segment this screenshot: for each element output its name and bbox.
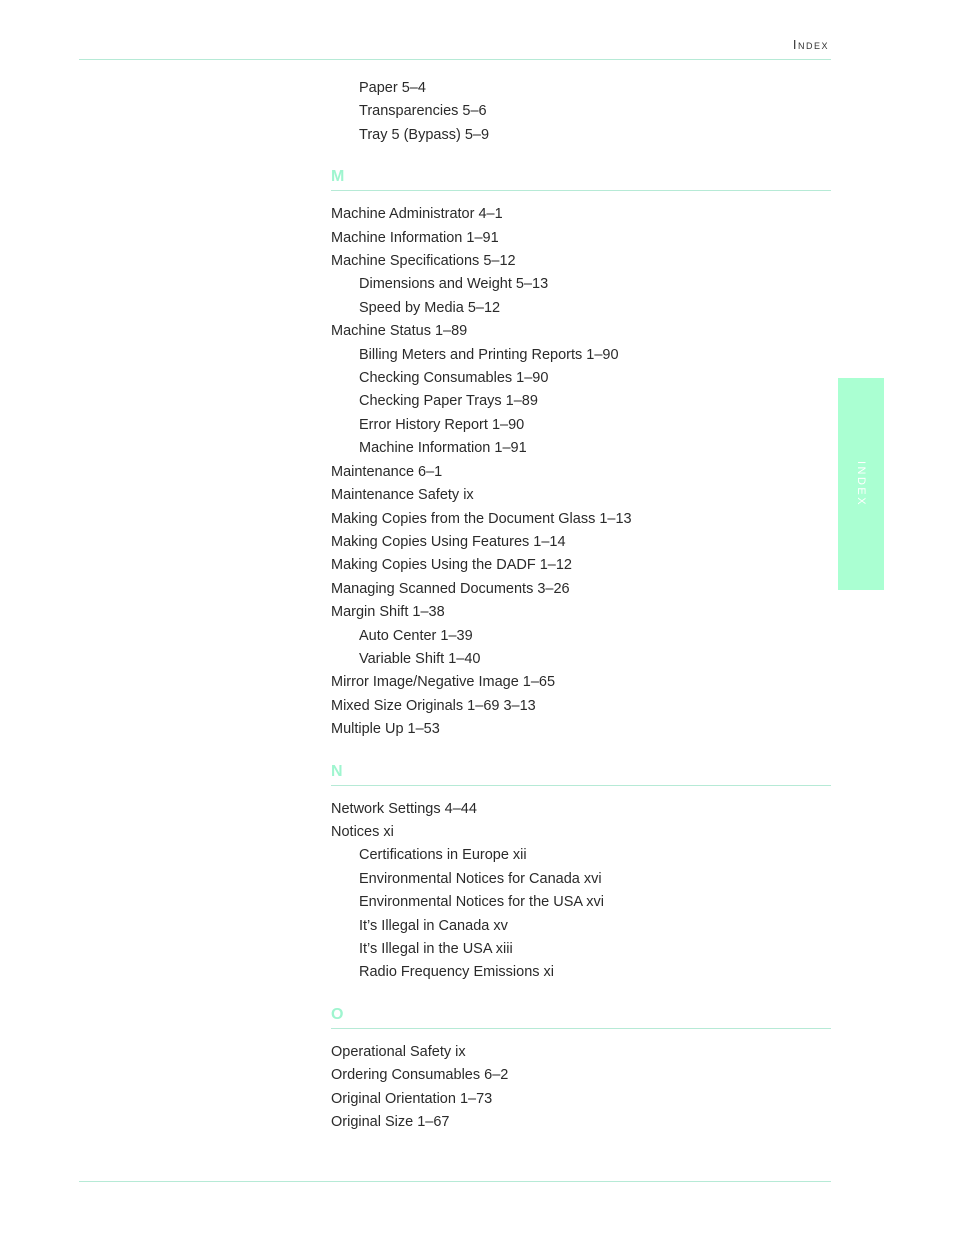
index-subentry: Machine Information 1–91 <box>359 440 527 457</box>
index-subentry: Radio Frequency Emissions xi <box>359 964 555 981</box>
index-entry: Managing Scanned Documents 3–26 <box>331 580 570 597</box>
leading-entries <box>331 77 831 147</box>
index-section-n <box>331 761 831 985</box>
index-subentry: Tray 5 (Bypass) 5–9 <box>359 126 490 143</box>
index-content <box>331 77 831 1134</box>
index-section-o <box>331 1004 831 1135</box>
index-subentry: Dimensions and Weight 5–13 <box>359 276 549 293</box>
footer-rule <box>79 1181 831 1182</box>
index-sections <box>331 166 831 1134</box>
index-entry: Maintenance Safety ix <box>331 487 474 504</box>
side-tab-label: INDEX <box>855 460 867 508</box>
index-entry: Original Size 1–67 <box>331 1114 450 1131</box>
index-subentry: Environmental Notices for the USA xvi <box>359 894 604 911</box>
header-rule <box>79 59 831 60</box>
index-entry: Network Settings 4–44 <box>331 800 477 817</box>
index-entry: Making Copies Using Features 1–14 <box>331 533 566 550</box>
index-entry: Machine Status 1–89 <box>331 323 468 340</box>
index-entry: Making Copies Using the DADF 1–12 <box>331 557 572 574</box>
index-entry: Margin Shift 1–38 <box>331 604 445 621</box>
index-entry: Notices xi <box>331 823 394 840</box>
index-entry: Making Copies from the Document Glass 1–13 <box>331 510 632 527</box>
index-subentry: It’s Illegal in the USA xiii <box>359 941 513 957</box>
index-entry: Machine Administrator 4–1 <box>331 206 503 223</box>
index-entry: Mixed Size Originals 1–69 3–13 <box>331 697 536 714</box>
index-subentry: Certifications in Europe xii <box>359 847 527 864</box>
index-subentry: Transparencies 5–6 <box>359 103 487 120</box>
index-subentry: Error History Report 1–90 <box>359 416 525 433</box>
index-entry: Mirror Image/Negative Image 1–65 <box>331 674 556 691</box>
index-subentry: It’s Illegal in Canada xv <box>359 917 508 934</box>
section-letter-heading: N <box>331 761 831 786</box>
index-subentry: Environmental Notices for Canada xvi <box>359 870 602 887</box>
page-header-title: Index <box>792 37 829 52</box>
index-entry: Machine Specifications 5–12 <box>331 253 516 270</box>
index-side-tab <box>838 378 884 590</box>
index-subentry: Checking Consumables 1–90 <box>359 370 549 387</box>
index-entry: Original Orientation 1–73 <box>331 1090 493 1107</box>
index-subentry: Checking Paper Trays 1–89 <box>359 393 538 410</box>
index-entry: Maintenance 6–1 <box>331 463 443 480</box>
index-entry: Machine Information 1–91 <box>331 229 499 246</box>
index-section-m <box>331 166 831 741</box>
index-subentry: Variable Shift 1–40 <box>359 650 481 667</box>
section-letter-heading: O <box>331 1004 831 1029</box>
index-entry: Ordering Consumables 6–2 <box>331 1067 509 1084</box>
index-subentry: Auto Center 1–39 <box>359 627 473 644</box>
section-letter-heading: M <box>331 166 831 191</box>
index-subentry: Paper 5–4 <box>359 80 426 96</box>
index-subentry: Billing Meters and Printing Reports 1–90 <box>359 346 619 363</box>
index-entry: Operational Safety ix <box>331 1043 466 1060</box>
index-entry: Multiple Up 1–53 <box>331 721 440 738</box>
index-subentry: Speed by Media 5–12 <box>359 299 501 316</box>
